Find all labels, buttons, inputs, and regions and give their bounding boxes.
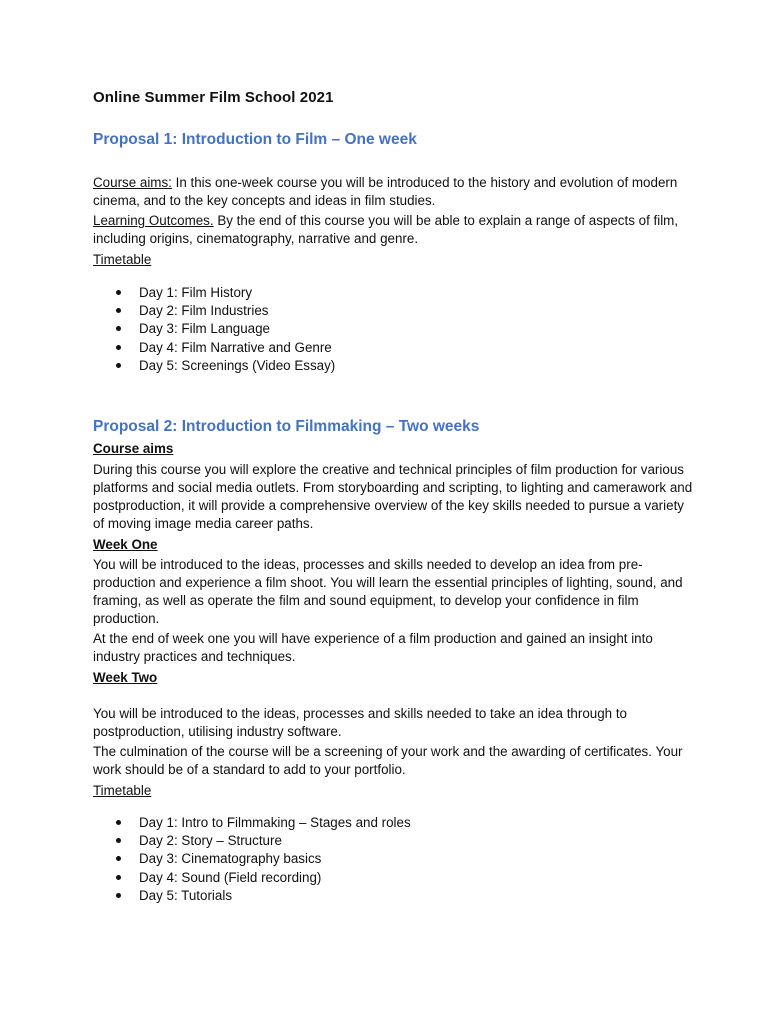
course-aims-text: In this one-week course you will be introduced to the history and evolution of modern cinema, and to the key concepts and ideas in film studies.	[93, 175, 678, 208]
list-item: Day 3: Film Language	[114, 320, 335, 338]
list-item: Day 2: Story – Structure	[114, 832, 411, 850]
week-one-label: Week One	[93, 537, 158, 552]
list-item: Day 1: Film History	[114, 284, 335, 302]
learning-outcomes-text: By the end of this course you will be able to explain a range of aspects of film, including origins, cinematography, narrative and genre.	[93, 213, 679, 246]
proposal-1-course-aims	[93, 174, 693, 210]
week-two-label: Week Two	[93, 670, 158, 685]
proposal-1-heading: Proposal 1: Introduction to Film – One week	[93, 131, 417, 148]
list-item: Day 4: Film Narrative and Genre	[114, 339, 335, 357]
proposal-1-learning-outcomes	[93, 212, 693, 248]
culmination-text: The culmination of the course will be a screening of your work and the awarding of certificates. Your work should be of a standard to add to your portfolio.	[93, 744, 683, 777]
week-two-text: You will be introduced to the ideas, processes and skills needed to take an idea through to postproduction, utilising industry software.	[93, 706, 627, 739]
learning-outcomes-label: Learning Outcomes.	[93, 213, 214, 228]
proposal-2-course-aims-text: During this course you will explore the creative and technical principles of film production for various platforms and social media outlets. From storyboarding and scripting, to lighting and camerawork and postproduction, it will provide a comprehensive overview of the key skills needed to pursue a variety of moving image media career paths.	[93, 462, 693, 531]
proposal-1-timetable-list	[114, 284, 335, 375]
proposal-2-heading: Proposal 2: Introduction to Filmmaking – Two weeks	[93, 418, 480, 435]
proposal-2-timetable-label: Timetable	[93, 783, 152, 798]
list-item: Day 1: Intro to Filmmaking – Stages and roles	[114, 814, 411, 832]
list-item: Day 4: Sound (Field recording)	[114, 869, 411, 887]
proposal-2-course-aims-label: Course aims	[93, 441, 174, 456]
list-item: Day 5: Screenings (Video Essay)	[114, 357, 335, 375]
list-item: Day 5: Tutorials	[114, 887, 411, 905]
proposal-2-timetable-list	[114, 814, 411, 905]
week-one-text: You will be introduced to the ideas, processes and skills needed to develop an idea from pre-production and experience a film shoot. You will learn the essential principles of lighting, sound, and framing, as well as operate the film and sound equipment, to develop your confidence in film production.	[93, 557, 683, 626]
document-title: Online Summer Film School 2021	[93, 89, 334, 106]
course-aims-label: Course aims:	[93, 175, 172, 190]
list-item: Day 2: Film Industries	[114, 302, 335, 320]
list-item: Day 3: Cinematography basics	[114, 850, 411, 868]
proposal-1-timetable-label: Timetable	[93, 252, 152, 267]
week-one-end-text: At the end of week one you will have experience of a film production and gained an insight into industry practices and techniques.	[93, 631, 653, 664]
